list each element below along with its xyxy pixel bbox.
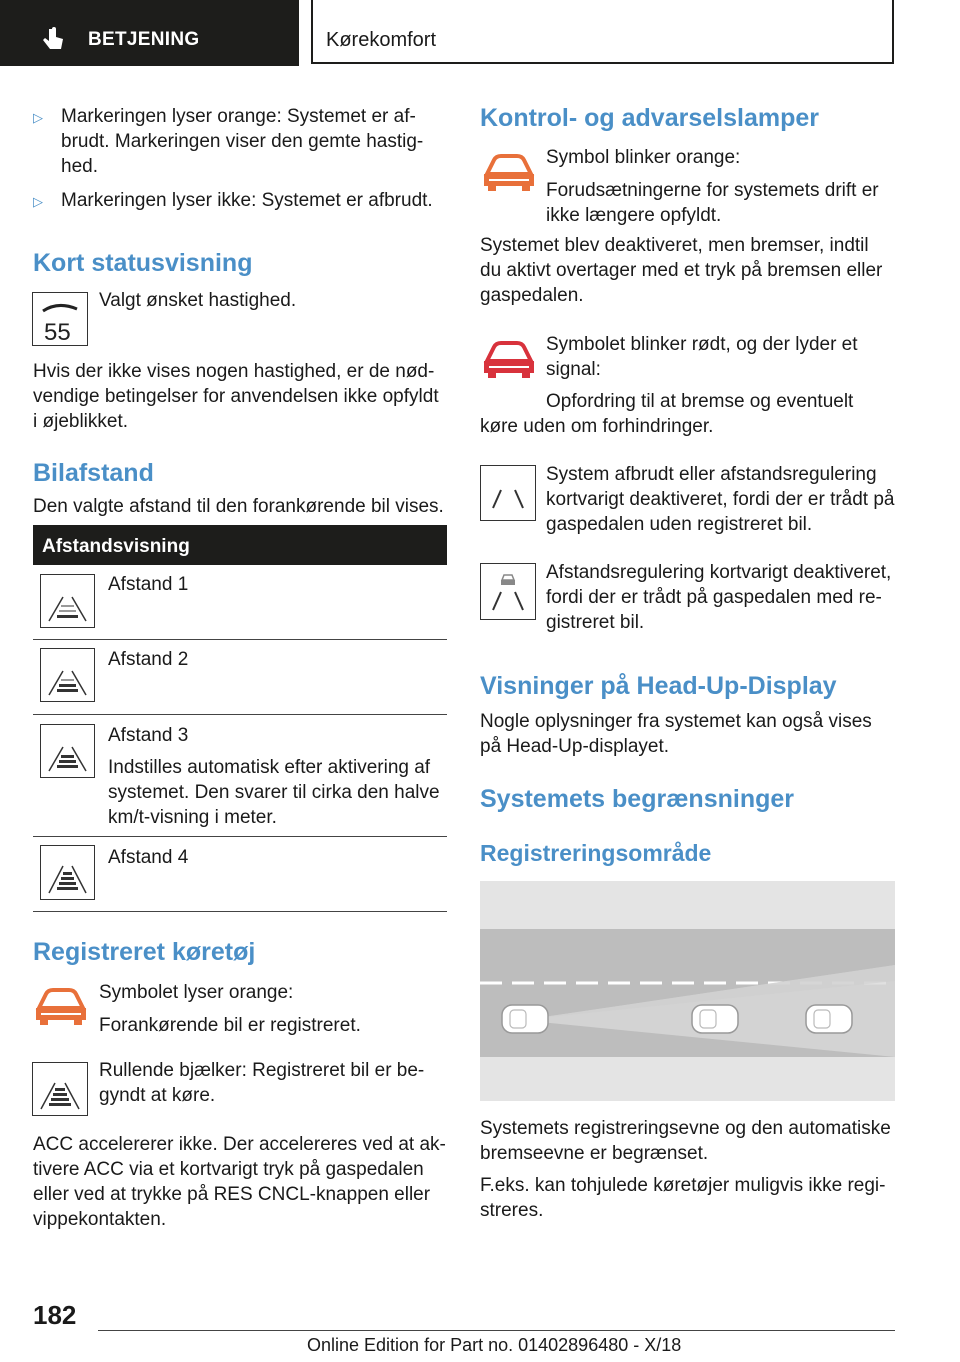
distance-3-icon — [40, 724, 95, 778]
text-line: Forudsætningerne for systemets drift er — [546, 180, 879, 201]
text-line: tivere ACC via et kortvarigt tryk på gaspedalen — [33, 1159, 424, 1180]
orange-car-icon — [33, 982, 89, 1032]
distance-4-icon — [40, 845, 95, 900]
acc-paragraph — [33, 1132, 446, 1232]
distance-1-label: Afstand 1 — [108, 574, 189, 595]
text-line: Indstilles automatisk efter aktivering af — [108, 757, 431, 778]
distance-3-label: Afstand 3 — [108, 725, 189, 746]
text-line: streres. — [480, 1200, 544, 1221]
text-line: F.eks. kan tohjulede køretøjer muligvis ikke regi- — [480, 1175, 886, 1196]
text-line: gaspedalen. — [480, 285, 584, 306]
deactivated-paragraph — [480, 233, 882, 308]
text-line: ikke længere opfyldt. — [546, 205, 722, 226]
orange-symbol-text — [546, 145, 879, 228]
bullet-icon: ▷ — [33, 110, 43, 125]
table-divider — [33, 911, 447, 912]
rolling-text — [99, 1058, 424, 1108]
text-line: du aktivt overtager med et tryk på bremsen eller — [480, 260, 883, 281]
text-line: vippekontakten. — [33, 1209, 167, 1230]
text-line: gistreret bil. — [546, 612, 645, 633]
text-line: System afbrudt eller afstandsregulering — [546, 464, 877, 485]
interrupted-car-text — [546, 560, 891, 635]
text-line: eller ved at trykke på RES CNCL-knappen eller — [33, 1184, 431, 1205]
interrupted-text — [546, 462, 895, 537]
distance-1-icon — [40, 574, 95, 628]
orange-warning-car-icon — [481, 148, 537, 198]
table-divider — [33, 714, 447, 715]
text-line: km/t-visning i meter. — [108, 807, 277, 828]
text-line: systemet. Den svarer til cirka den halve — [108, 782, 440, 803]
text-line: Symbolet blinker rødt, og der lyder et — [546, 334, 858, 355]
hud-paragraph — [480, 709, 872, 759]
interrupted-with-car-icon — [480, 563, 536, 620]
text-line: Systemets registreringsevne og den automatiske — [480, 1118, 891, 1139]
text-line: vendige betingelser for anvendelsen ikke opfyldt — [33, 386, 439, 407]
red-symbol-text — [546, 332, 858, 382]
distance-3-block — [108, 723, 440, 830]
text-line: i øjeblikket. — [33, 411, 129, 432]
status-heading: Kort statusvisning — [33, 249, 253, 277]
rolling-bars-icon — [32, 1062, 88, 1116]
bullet-item-1 — [61, 104, 423, 179]
red-action-line-1: Opfordring til at bremse og eventuelt — [546, 391, 854, 412]
text-line: Hvis der ikke vises nogen hastighed, er de nød- — [33, 361, 435, 382]
text-line: bremseevne er begrænset. — [480, 1143, 709, 1164]
range-paragraph-2 — [480, 1173, 885, 1223]
footer-edition: Online Edition for Part no. 01402896480 - X/18 — [307, 1335, 682, 1355]
footer-rule — [98, 1330, 895, 1331]
detection-range-illustration — [480, 881, 895, 1101]
control-heading: Kontrol- og advarselslamper — [480, 104, 819, 132]
speed-number: 55 — [44, 319, 71, 345]
text-line: Symbolet lyser orange: — [99, 982, 294, 1003]
text-line: signal: — [546, 359, 601, 380]
range-heading: Registreringsområde — [480, 840, 712, 866]
text-line: Markeringen lyser orange: Systemet er af- — [61, 106, 416, 127]
hud-heading: Visninger på Head-Up-Display — [480, 672, 837, 700]
text-line: Forankørende bil er registreret. — [99, 1015, 361, 1036]
section-label: BETJENING — [88, 29, 200, 50]
registered-text — [99, 980, 361, 1038]
text-line: Rullende bjælker: Registreret bil er be- — [99, 1060, 425, 1081]
distance-heading: Bilafstand — [33, 459, 154, 487]
text-line: gaspedalen uden registreret bil. — [546, 514, 813, 535]
text-line: gyndt at køre. — [99, 1085, 216, 1106]
status-paragraph — [33, 359, 439, 434]
status-caption: Valgt ønsket hastighed. — [99, 290, 297, 311]
registered-heading: Registreret køretøj — [33, 938, 256, 966]
hand-touch-icon — [40, 25, 68, 53]
speed-status-icon — [32, 292, 88, 346]
bullet-icon: ▷ — [33, 194, 43, 209]
table-header-label: Afstandsvisning — [42, 536, 190, 557]
text-line: på Head-Up-displayet. — [480, 736, 670, 757]
interrupted-icon — [480, 465, 536, 521]
distance-4-label: Afstand 4 — [108, 847, 189, 868]
table-divider — [33, 639, 447, 640]
text-line: Systemet blev deaktiveret, men bremser, indtil — [480, 235, 869, 256]
text-line: brudt. Markeringen viser den gemte hastig- — [61, 131, 424, 152]
text-line: hed. — [61, 156, 98, 177]
red-action-line-2: køre uden om forhindringer. — [480, 416, 714, 437]
text-line: Nogle oplysninger fra systemet kan også vises — [480, 711, 872, 732]
text-line: Afstandsregulering kortvarigt deaktiveret, — [546, 562, 892, 583]
red-warning-car-icon — [481, 335, 537, 385]
text-line: Symbol blinker orange: — [546, 147, 741, 168]
page-number: 182 — [33, 1300, 77, 1330]
table-header — [33, 525, 447, 565]
range-paragraph — [480, 1116, 891, 1166]
text-line: fordi der er trådt på gaspedalen med re- — [546, 587, 882, 608]
text-line: Markeringen lyser ikke: Systemet er afbrudt. — [61, 190, 433, 211]
distance-2-label: Afstand 2 — [108, 649, 189, 670]
page-title: Kørekomfort — [326, 29, 437, 51]
bullet-item-2 — [61, 188, 433, 213]
distance-2-icon — [40, 648, 95, 702]
table-divider — [33, 836, 447, 837]
text-line: ACC accelererer ikke. Der accelereres ved at ak- — [33, 1134, 446, 1155]
text-line: kortvarigt deaktiveret, fordi der er trådt på — [546, 489, 895, 510]
limits-heading: Systemets begrænsninger — [480, 785, 794, 813]
distance-intro: Den valgte afstand til den forankørende bil vises. — [33, 496, 444, 517]
